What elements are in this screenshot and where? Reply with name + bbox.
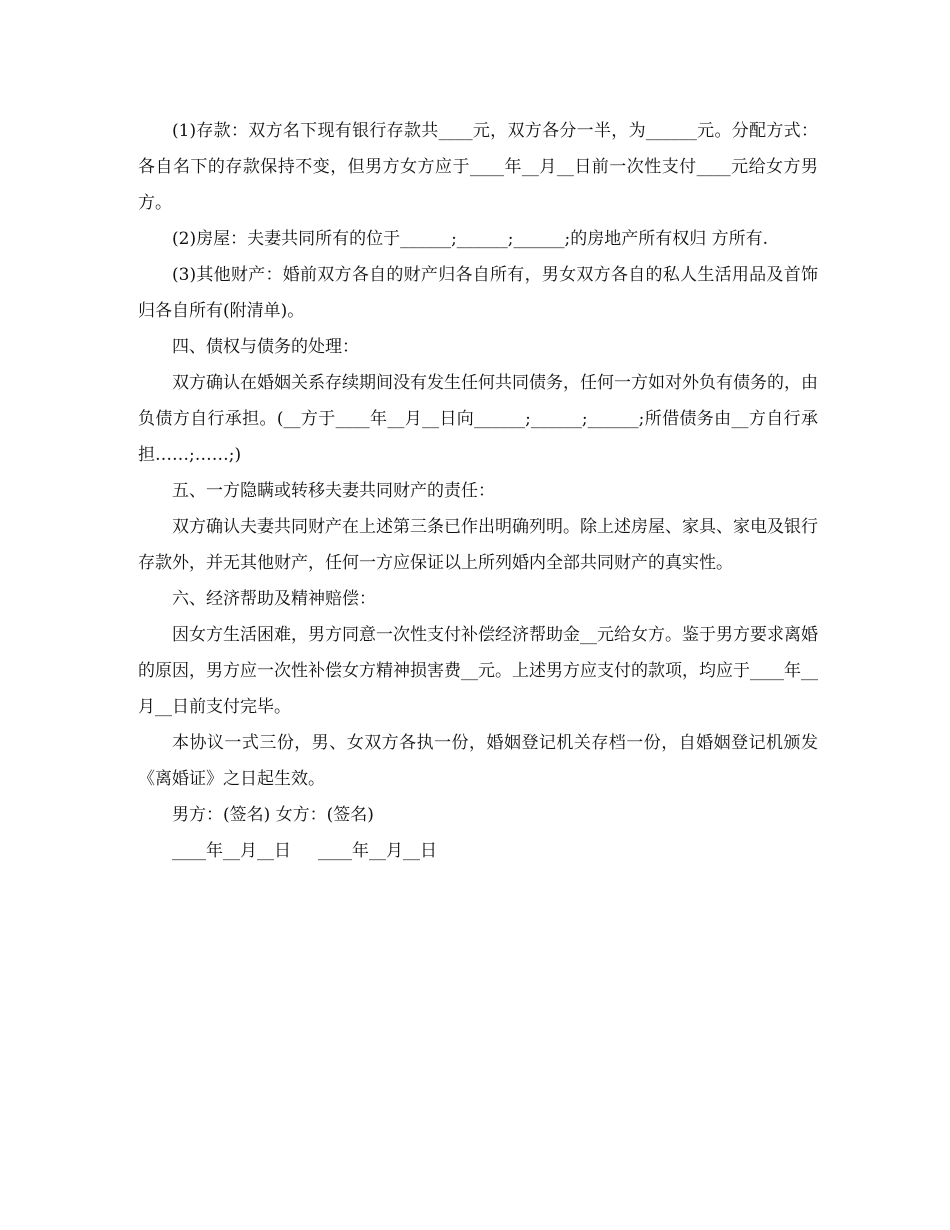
section-heading-compensation: 六、经济帮助及精神赔偿： [172,589,376,609]
clause-copies: 本协议一式三份，男、女双方各执一份，婚姻登记机关存档一份，自婚姻登记机颁发《离婚证》之日起生效。 [138,733,818,789]
clause-compensation: 因女方生活困难，男方同意一次性支付补偿经济帮助金__元给女方。鉴于男方要求离婚的原因，男方应一次性补偿女方精神损害费__元。上述男方应支付的款项，均应于____年__月__日前支付完毕。 [138,625,818,717]
clause-deposit: (1)存款：双方名下现有银行存款共____元，双方各分一半，为______元。分配方式：各自名下的存款保持不变，但男方女方应于____年__月__日前一次性支付____元给女方男方。 [138,121,818,213]
clause-other-property: (3)其他财产：婚前双方各自的财产归各自所有，男女双方各自的私人生活用品及首饰归各自所有(附清单)。 [138,265,818,321]
document-body [138,113,818,869]
section-heading-debts: 四、债权与债务的处理： [172,337,359,357]
date-line: ____年__月__日 ____年__月__日 [172,841,438,861]
clause-debts: 双方确认在婚姻关系存续期间没有发生任何共同债务，任何一方如对外负有债务的，由负债方自行承担。(__方于____年__月__日向______;______;______;所借债务由__方自行承担……;……;) [138,373,818,465]
signature-line: 男方：(签名) 女方：(签名) [172,805,374,825]
clause-house: (2)房屋：夫妻共同所有的位于______;______;______;的房地产所有权归 方所有. [172,229,769,249]
section-heading-concealment: 五、一方隐瞒或转移夫妻共同财产的责任： [172,481,495,501]
clause-concealment: 双方确认夫妻共同财产在上述第三条已作出明确列明。除上述房屋、家具、家电及银行存款外，并无其他财产，任何一方应保证以上所列婚内全部共同财产的真实性。 [138,517,818,573]
